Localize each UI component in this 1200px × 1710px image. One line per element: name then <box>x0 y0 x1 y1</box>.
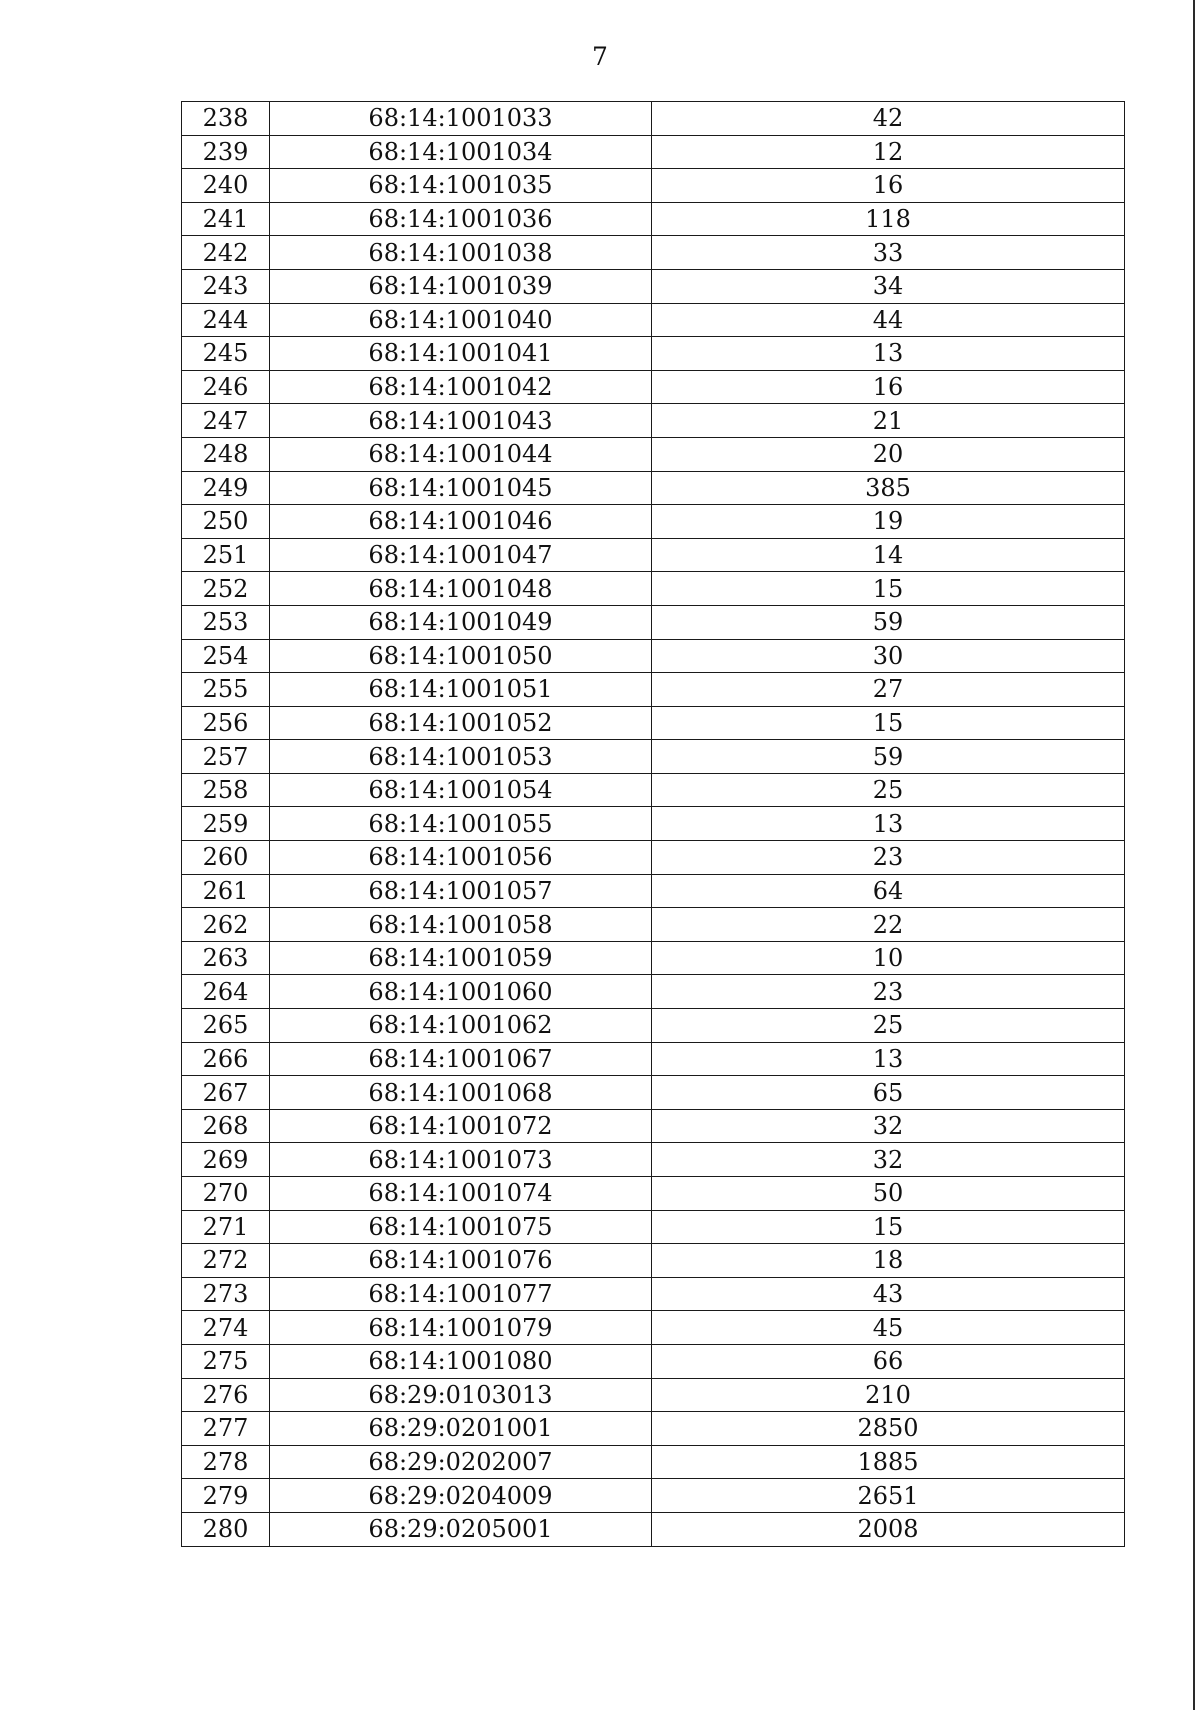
area-cell: 43 <box>652 1277 1125 1311</box>
cadastral-number-cell: 68:29:0201001 <box>270 1412 652 1446</box>
row-number-cell: 247 <box>182 404 270 438</box>
table-row <box>182 202 1125 236</box>
area-cell: 2008 <box>652 1512 1125 1546</box>
table-row <box>182 975 1125 1009</box>
area-cell: 1885 <box>652 1445 1125 1479</box>
table-row <box>182 841 1125 875</box>
row-number-cell: 280 <box>182 1512 270 1546</box>
row-number-cell: 248 <box>182 437 270 471</box>
row-number-cell: 245 <box>182 337 270 371</box>
row-number-cell: 276 <box>182 1378 270 1412</box>
table-row <box>182 1311 1125 1345</box>
cadastral-number-cell: 68:14:1001057 <box>270 874 652 908</box>
row-number-cell: 260 <box>182 841 270 875</box>
table-row <box>182 1344 1125 1378</box>
cadastral-number-cell: 68:14:1001034 <box>270 135 652 169</box>
cadastral-number-cell: 68:14:1001042 <box>270 370 652 404</box>
row-number-cell: 272 <box>182 1244 270 1278</box>
cadastral-number-cell: 68:14:1001049 <box>270 605 652 639</box>
row-number-cell: 275 <box>182 1344 270 1378</box>
area-cell: 30 <box>652 639 1125 673</box>
cadastral-number-cell: 68:29:0204009 <box>270 1479 652 1513</box>
row-number-cell: 262 <box>182 908 270 942</box>
table-row <box>182 572 1125 606</box>
row-number-cell: 238 <box>182 102 270 136</box>
row-number-cell: 241 <box>182 202 270 236</box>
cadastral-number-cell: 68:14:1001038 <box>270 236 652 270</box>
row-number-cell: 277 <box>182 1412 270 1446</box>
row-number-cell: 266 <box>182 1042 270 1076</box>
area-cell: 10 <box>652 941 1125 975</box>
area-cell: 34 <box>652 269 1125 303</box>
cadastral-number-cell: 68:14:1001040 <box>270 303 652 337</box>
table-row <box>182 102 1125 136</box>
area-cell: 42 <box>652 102 1125 136</box>
table-row <box>182 1177 1125 1211</box>
cadastral-number-cell: 68:14:1001060 <box>270 975 652 1009</box>
cadastral-number-cell: 68:14:1001076 <box>270 1244 652 1278</box>
table-row <box>182 1143 1125 1177</box>
row-number-cell: 242 <box>182 236 270 270</box>
cadastral-number-cell: 68:14:1001067 <box>270 1042 652 1076</box>
row-number-cell: 268 <box>182 1109 270 1143</box>
table-row <box>182 908 1125 942</box>
cadastral-number-cell: 68:29:0202007 <box>270 1445 652 1479</box>
row-number-cell: 244 <box>182 303 270 337</box>
area-cell: 15 <box>652 572 1125 606</box>
table-row <box>182 303 1125 337</box>
area-cell: 16 <box>652 169 1125 203</box>
row-number-cell: 264 <box>182 975 270 1009</box>
table-row <box>182 1009 1125 1043</box>
table-row <box>182 1042 1125 1076</box>
table-row <box>182 471 1125 505</box>
area-cell: 32 <box>652 1143 1125 1177</box>
row-number-cell: 253 <box>182 605 270 639</box>
table-row <box>182 1512 1125 1546</box>
cadastral-number-cell: 68:14:1001054 <box>270 773 652 807</box>
table-row <box>182 673 1125 707</box>
cadastral-number-cell: 68:14:1001073 <box>270 1143 652 1177</box>
area-cell: 2850 <box>652 1412 1125 1446</box>
table-row <box>182 639 1125 673</box>
area-cell: 25 <box>652 773 1125 807</box>
cadastral-number-cell: 68:14:1001056 <box>270 841 652 875</box>
row-number-cell: 239 <box>182 135 270 169</box>
area-cell: 2651 <box>652 1479 1125 1513</box>
cadastral-number-cell: 68:14:1001035 <box>270 169 652 203</box>
area-cell: 25 <box>652 1009 1125 1043</box>
area-cell: 23 <box>652 841 1125 875</box>
row-number-cell: 259 <box>182 807 270 841</box>
row-number-cell: 270 <box>182 1177 270 1211</box>
area-cell: 21 <box>652 404 1125 438</box>
area-cell: 19 <box>652 505 1125 539</box>
row-number-cell: 254 <box>182 639 270 673</box>
row-number-cell: 251 <box>182 538 270 572</box>
cadastral-number-cell: 68:14:1001050 <box>270 639 652 673</box>
cadastral-number-cell: 68:14:1001039 <box>270 269 652 303</box>
cadastral-number-cell: 68:14:1001059 <box>270 941 652 975</box>
table-row <box>182 337 1125 371</box>
row-number-cell: 255 <box>182 673 270 707</box>
area-cell: 210 <box>652 1378 1125 1412</box>
cadastral-number-cell: 68:14:1001077 <box>270 1277 652 1311</box>
table-row <box>182 1076 1125 1110</box>
row-number-cell: 274 <box>182 1311 270 1345</box>
table-row <box>182 1479 1125 1513</box>
area-cell: 65 <box>652 1076 1125 1110</box>
table-row <box>182 1277 1125 1311</box>
row-number-cell: 278 <box>182 1445 270 1479</box>
area-cell: 13 <box>652 337 1125 371</box>
cadastral-number-cell: 68:14:1001043 <box>270 404 652 438</box>
cadastral-number-cell: 68:14:1001053 <box>270 740 652 774</box>
area-cell: 59 <box>652 740 1125 774</box>
row-number-cell: 246 <box>182 370 270 404</box>
cadastral-number-cell: 68:14:1001068 <box>270 1076 652 1110</box>
table-row <box>182 807 1125 841</box>
table-row <box>182 1244 1125 1278</box>
area-cell: 15 <box>652 1210 1125 1244</box>
cadastral-number-cell: 68:14:1001044 <box>270 437 652 471</box>
row-number-cell: 267 <box>182 1076 270 1110</box>
cadastral-number-cell: 68:14:1001047 <box>270 538 652 572</box>
cadastral-number-cell: 68:14:1001062 <box>270 1009 652 1043</box>
table-row <box>182 874 1125 908</box>
row-number-cell: 249 <box>182 471 270 505</box>
row-number-cell: 256 <box>182 706 270 740</box>
area-cell: 32 <box>652 1109 1125 1143</box>
area-cell: 18 <box>652 1244 1125 1278</box>
cadastral-number-cell: 68:14:1001075 <box>270 1210 652 1244</box>
area-cell: 385 <box>652 471 1125 505</box>
cadastral-number-cell: 68:14:1001079 <box>270 1311 652 1345</box>
page-number: 7 <box>592 42 608 71</box>
area-cell: 27 <box>652 673 1125 707</box>
cadastral-number-cell: 68:14:1001074 <box>270 1177 652 1211</box>
area-cell: 13 <box>652 807 1125 841</box>
row-number-cell: 243 <box>182 269 270 303</box>
cadastral-number-cell: 68:14:1001052 <box>270 706 652 740</box>
area-cell: 50 <box>652 1177 1125 1211</box>
row-number-cell: 250 <box>182 505 270 539</box>
area-cell: 118 <box>652 202 1125 236</box>
row-number-cell: 263 <box>182 941 270 975</box>
area-cell: 16 <box>652 370 1125 404</box>
table-row <box>182 740 1125 774</box>
row-number-cell: 269 <box>182 1143 270 1177</box>
cadastral-number-cell: 68:14:1001055 <box>270 807 652 841</box>
table-row <box>182 135 1125 169</box>
area-cell: 44 <box>652 303 1125 337</box>
cadastral-number-cell: 68:14:1001046 <box>270 505 652 539</box>
row-number-cell: 265 <box>182 1009 270 1043</box>
table-row <box>182 538 1125 572</box>
area-cell: 22 <box>652 908 1125 942</box>
cadastral-number-cell: 68:14:1001072 <box>270 1109 652 1143</box>
parcel-table <box>181 101 1125 1547</box>
cadastral-number-cell: 68:14:1001058 <box>270 908 652 942</box>
area-cell: 20 <box>652 437 1125 471</box>
cadastral-number-cell: 68:14:1001051 <box>270 673 652 707</box>
table-row <box>182 773 1125 807</box>
area-cell: 45 <box>652 1311 1125 1345</box>
cadastral-number-cell: 68:14:1001041 <box>270 337 652 371</box>
cadastral-number-cell: 68:14:1001080 <box>270 1344 652 1378</box>
area-cell: 15 <box>652 706 1125 740</box>
table-row <box>182 269 1125 303</box>
table-row <box>182 236 1125 270</box>
area-cell: 13 <box>652 1042 1125 1076</box>
cadastral-number-cell: 68:14:1001036 <box>270 202 652 236</box>
table-row <box>182 169 1125 203</box>
row-number-cell: 261 <box>182 874 270 908</box>
table-row <box>182 437 1125 471</box>
area-cell: 66 <box>652 1344 1125 1378</box>
cadastral-number-cell: 68:29:0205001 <box>270 1512 652 1546</box>
row-number-cell: 271 <box>182 1210 270 1244</box>
table-row <box>182 1445 1125 1479</box>
area-cell: 14 <box>652 538 1125 572</box>
table-row <box>182 1412 1125 1446</box>
cadastral-number-cell: 68:14:1001048 <box>270 572 652 606</box>
row-number-cell: 252 <box>182 572 270 606</box>
cadastral-number-cell: 68:14:1001033 <box>270 102 652 136</box>
area-cell: 59 <box>652 605 1125 639</box>
table-row <box>182 370 1125 404</box>
table-row <box>182 605 1125 639</box>
row-number-cell: 240 <box>182 169 270 203</box>
row-number-cell: 279 <box>182 1479 270 1513</box>
table-row <box>182 404 1125 438</box>
table-body <box>182 102 1125 1547</box>
cadastral-number-cell: 68:29:0103013 <box>270 1378 652 1412</box>
area-cell: 12 <box>652 135 1125 169</box>
page-edge-line <box>1193 0 1195 1710</box>
area-cell: 64 <box>652 874 1125 908</box>
table-row <box>182 1109 1125 1143</box>
table-row <box>182 1378 1125 1412</box>
row-number-cell: 258 <box>182 773 270 807</box>
area-cell: 33 <box>652 236 1125 270</box>
table-row <box>182 1210 1125 1244</box>
area-cell: 23 <box>652 975 1125 1009</box>
table-row <box>182 941 1125 975</box>
cadastral-number-cell: 68:14:1001045 <box>270 471 652 505</box>
row-number-cell: 257 <box>182 740 270 774</box>
table-row <box>182 505 1125 539</box>
table-row <box>182 706 1125 740</box>
row-number-cell: 273 <box>182 1277 270 1311</box>
